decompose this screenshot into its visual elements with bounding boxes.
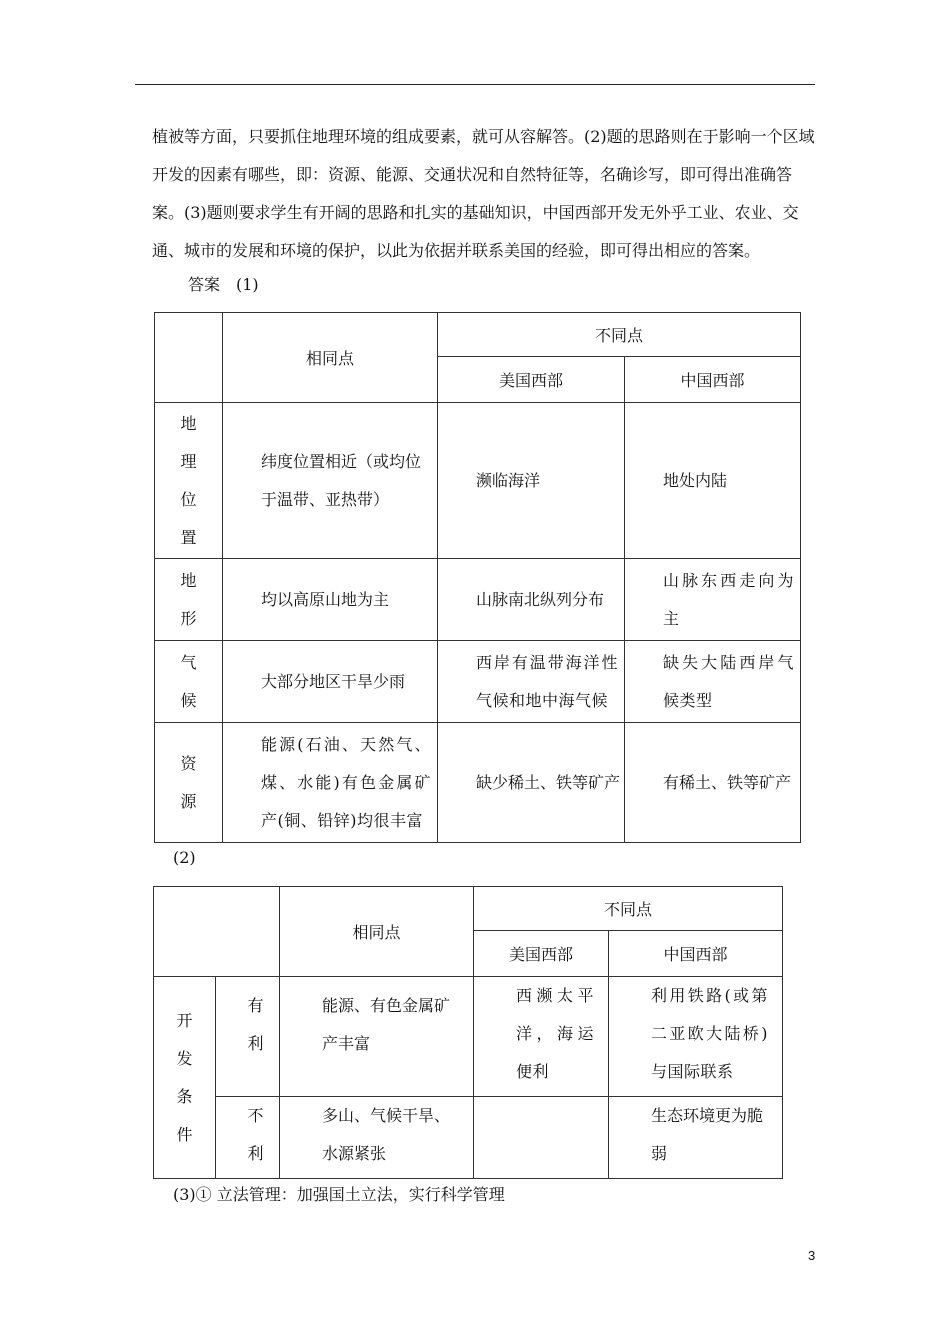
cell-cn: 生态环境更为脆弱 [609, 1097, 783, 1179]
explanation-paragraph: 植被等方面，只要抓住地理环境的组成要素，就可从容解答。(2)题的思路则在于影响一个区域开发的因素有哪些，即：资源、能源、交通状况和自然特征等，名确诊写，即可得出准确答案。(3)题则要求学生有开阔的思路和扎实的基础知识，中国西部开发无外乎工业、农业、交通、城市的发展和环境的保护，以此为依据并联系美国的经验，即可得出相应的答案。 [152, 127, 815, 260]
cell-same: 多山、气候干旱、水源紧张 [280, 1097, 474, 1179]
cell-us: 濒临海洋 [438, 403, 625, 559]
cell-same: 能源、有色金属矿产丰富 [280, 977, 474, 1097]
header-cn: 中国西部 [625, 357, 801, 403]
row-aspect: 气候 [155, 641, 223, 723]
cell-us: 西濒太平洋，海运便利 [474, 977, 609, 1097]
comparison-table-1 [154, 312, 801, 843]
cell-us: 缺少稀土、铁等矿产 [438, 723, 625, 843]
answer-label: 答案 (1) [188, 275, 259, 294]
header-us: 美国西部 [474, 931, 609, 977]
row-type: 不利 [216, 1097, 280, 1179]
header-cn: 中国西部 [609, 931, 783, 977]
cell-cn: 缺失大陆西岸气候类型 [625, 641, 801, 723]
corner-cell [155, 313, 223, 403]
cell-cn: 利用铁路(或第二亚欧大陆桥)与国际联系 [609, 977, 783, 1097]
header-same: 相同点 [223, 313, 438, 403]
cell-cn: 地处内陆 [625, 403, 801, 559]
header-same: 相同点 [280, 887, 474, 977]
corner-cell [154, 887, 280, 977]
header-us: 美国西部 [438, 357, 625, 403]
cell-same: 能源(石油、天然气、煤、水能)有色金属矿产(铜、铅锌)均很丰富 [223, 723, 438, 843]
page-number: 3 [808, 1248, 816, 1263]
group-label: 开发条件 [154, 977, 216, 1179]
part-3-label: (3)① 立法管理：加强国土立法，实行科学管理 [173, 1185, 505, 1204]
cell-cn: 山脉东西走向为主 [625, 559, 801, 641]
row-type: 有利 [216, 977, 280, 1097]
header-rule [135, 84, 815, 85]
row-aspect: 地形 [155, 559, 223, 641]
row-aspect: 资源 [155, 723, 223, 843]
row-aspect: 地理位置 [155, 403, 223, 559]
cell-same: 纬度位置相近（或均位于温带、亚热带） [223, 403, 438, 559]
cell-us: 山脉南北纵列分布 [438, 559, 625, 641]
part-2-label: (2) [173, 848, 196, 867]
cell-us: 西岸有温带海洋性气候和地中海气候 [438, 641, 625, 723]
comparison-table-2 [153, 886, 783, 1179]
cell-cn: 有稀土、铁等矿产 [625, 723, 801, 843]
header-diff: 不同点 [474, 887, 783, 931]
header-diff: 不同点 [438, 313, 801, 357]
cell-same: 均以高原山地为主 [223, 559, 438, 641]
cell-same: 大部分地区干旱少雨 [223, 641, 438, 723]
cell-us [474, 1097, 609, 1179]
